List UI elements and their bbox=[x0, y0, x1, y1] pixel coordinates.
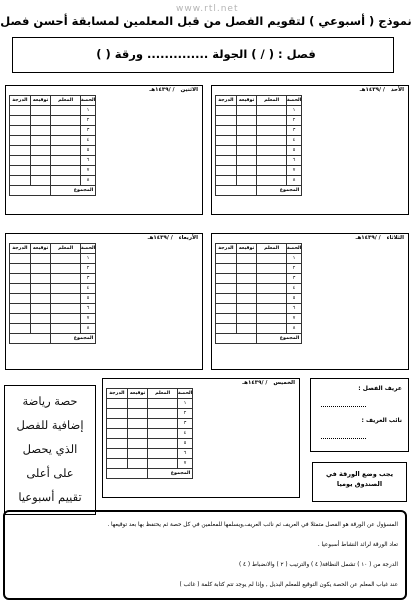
teacher-cell[interactable] bbox=[257, 254, 286, 264]
grade-cell[interactable] bbox=[10, 136, 31, 146]
period-number: ٣ bbox=[80, 274, 96, 284]
date-field: / /١٤٣٩هـ bbox=[147, 235, 173, 241]
period-number: ٤ bbox=[177, 429, 193, 439]
day-heading bbox=[212, 87, 404, 95]
signature-cell[interactable] bbox=[236, 254, 257, 264]
teacher-cell[interactable] bbox=[148, 399, 177, 409]
table-row bbox=[216, 314, 302, 324]
period-number: ٣ bbox=[177, 419, 193, 429]
grade-cell[interactable] bbox=[10, 116, 31, 126]
column-header-signature: توقيعه bbox=[236, 96, 257, 106]
date-field: / /١٤٣٩هـ bbox=[359, 87, 385, 93]
day-heading bbox=[6, 235, 198, 243]
teacher-cell[interactable] bbox=[51, 274, 80, 284]
period-number: ٣ bbox=[286, 274, 302, 284]
period-number: ٤ bbox=[286, 136, 302, 146]
evaluation-grid bbox=[9, 243, 96, 344]
column-header-grade: الدرجة bbox=[10, 244, 31, 254]
period-number: ٥ bbox=[80, 294, 96, 304]
grade-cell[interactable] bbox=[107, 399, 128, 409]
period-number: ٦ bbox=[177, 449, 193, 459]
grade-cell[interactable] bbox=[216, 156, 237, 166]
day-table-wednesday bbox=[5, 233, 203, 370]
period-number: ٧ bbox=[286, 166, 302, 176]
column-header-signature: توقيعه bbox=[127, 389, 148, 399]
teacher-cell[interactable] bbox=[257, 126, 286, 136]
teacher-cell[interactable] bbox=[148, 439, 177, 449]
grade-cell[interactable] bbox=[216, 324, 237, 334]
grade-cell[interactable] bbox=[10, 176, 31, 186]
class-leader-label: عريف الفصل : bbox=[358, 385, 402, 392]
table-row bbox=[10, 284, 96, 294]
table-row bbox=[216, 106, 302, 116]
table-row bbox=[10, 136, 96, 146]
teacher-cell[interactable] bbox=[148, 419, 177, 429]
day-heading bbox=[212, 235, 404, 243]
date-field: / /١٤٣٩هـ bbox=[242, 380, 268, 386]
table-row bbox=[216, 156, 302, 166]
table-row bbox=[10, 254, 96, 264]
signature-cell[interactable] bbox=[30, 274, 51, 284]
teacher-cell[interactable] bbox=[51, 126, 80, 136]
column-header-grade: الدرجة bbox=[107, 389, 128, 399]
grade-cell[interactable] bbox=[216, 176, 237, 186]
total-value[interactable] bbox=[10, 334, 51, 344]
signature-cell[interactable] bbox=[127, 399, 148, 409]
period-number: ٧ bbox=[80, 166, 96, 176]
table-row bbox=[10, 264, 96, 274]
period-number: ١ bbox=[80, 106, 96, 116]
teacher-cell[interactable] bbox=[257, 314, 286, 324]
period-number: ٢ bbox=[177, 409, 193, 419]
period-number: ٧ bbox=[80, 314, 96, 324]
table-row bbox=[216, 284, 302, 294]
grade-cell[interactable] bbox=[107, 449, 128, 459]
table-row bbox=[10, 116, 96, 126]
signature-cell[interactable] bbox=[30, 126, 51, 136]
signature-cell[interactable] bbox=[236, 106, 257, 116]
column-header-signature: توقيعه bbox=[30, 96, 51, 106]
period-number: ٥ bbox=[286, 146, 302, 156]
signature-cell[interactable] bbox=[127, 409, 148, 419]
signature-cell[interactable] bbox=[30, 314, 51, 324]
teacher-cell[interactable] bbox=[257, 294, 286, 304]
teacher-cell[interactable] bbox=[51, 176, 80, 186]
teacher-cell[interactable] bbox=[257, 324, 286, 334]
reward-line-2: إضافية للفصل bbox=[16, 418, 84, 432]
evaluation-grid bbox=[106, 388, 193, 479]
grade-cell[interactable] bbox=[10, 166, 31, 176]
period-number: ٦ bbox=[80, 304, 96, 314]
day-name: الاثنين bbox=[180, 87, 198, 93]
table-row bbox=[216, 116, 302, 126]
instruction-4: عند غياب المعلم عن الحصة يكون التوقيع للمعلم البديل , وإذا لم يوجد تتم كتابة كلمة ( غائب ) bbox=[179, 582, 398, 588]
total-row bbox=[216, 186, 302, 196]
teacher-cell[interactable] bbox=[257, 166, 286, 176]
teacher-cell[interactable] bbox=[148, 449, 177, 459]
period-number: ١ bbox=[177, 399, 193, 409]
grade-cell[interactable] bbox=[10, 304, 31, 314]
table-row bbox=[107, 439, 193, 449]
period-number: ١ bbox=[286, 254, 302, 264]
signature-cell[interactable] bbox=[236, 274, 257, 284]
table-row bbox=[216, 294, 302, 304]
signature-cell[interactable] bbox=[30, 294, 51, 304]
period-number: ٢ bbox=[80, 264, 96, 274]
reward-note bbox=[4, 385, 96, 515]
total-row bbox=[10, 334, 96, 344]
period-number: ٥ bbox=[177, 439, 193, 449]
grade-cell[interactable] bbox=[216, 304, 237, 314]
column-header-period: الحصة bbox=[286, 96, 302, 106]
teacher-cell[interactable] bbox=[257, 274, 286, 284]
table-row bbox=[10, 146, 96, 156]
signature-cell[interactable] bbox=[236, 116, 257, 126]
signature-cell[interactable] bbox=[236, 324, 257, 334]
teacher-cell[interactable] bbox=[257, 106, 286, 116]
total-label: المجموع bbox=[257, 186, 302, 196]
grade-cell[interactable] bbox=[216, 294, 237, 304]
total-value[interactable] bbox=[216, 186, 257, 196]
instructions-box bbox=[3, 510, 407, 600]
signature-cell[interactable] bbox=[236, 136, 257, 146]
teacher-cell[interactable] bbox=[51, 146, 80, 156]
teacher-cell[interactable] bbox=[51, 156, 80, 166]
table-row bbox=[107, 399, 193, 409]
grade-cell[interactable] bbox=[107, 409, 128, 419]
total-value[interactable] bbox=[216, 334, 257, 344]
period-number: ١ bbox=[80, 254, 96, 264]
date-field: / /١٤٣٩هـ bbox=[149, 87, 175, 93]
signature-cell[interactable] bbox=[30, 116, 51, 126]
day-name: الخميس bbox=[273, 380, 295, 386]
reward-line-5: تقييم أسبوعيا bbox=[18, 490, 82, 504]
signature-cell[interactable] bbox=[30, 166, 51, 176]
signature-cell[interactable] bbox=[127, 459, 148, 469]
table-row bbox=[107, 419, 193, 429]
total-label: المجموع bbox=[148, 469, 193, 479]
signature-cell[interactable] bbox=[236, 284, 257, 294]
class-leader-field[interactable] bbox=[321, 405, 366, 407]
grade-cell[interactable] bbox=[107, 419, 128, 429]
table-row bbox=[10, 156, 96, 166]
table-row bbox=[216, 146, 302, 156]
instruction-3: الدرجة من ( ١٠ ) تشمل النظافة( ٤ ) والترتيب ( ٢ ) والانضباط ( ٤ ) bbox=[238, 562, 398, 568]
period-number: ٢ bbox=[286, 264, 302, 274]
table-row bbox=[10, 106, 96, 116]
teacher-cell[interactable] bbox=[257, 116, 286, 126]
grade-cell[interactable] bbox=[216, 146, 237, 156]
grade-cell[interactable] bbox=[10, 156, 31, 166]
column-header-teacher: المعلم bbox=[148, 389, 177, 399]
column-header-period: الحصة bbox=[286, 244, 302, 254]
box-notice-line-1: يجب وضع الورقة في bbox=[325, 470, 394, 478]
signature-cell[interactable] bbox=[236, 126, 257, 136]
table-row bbox=[107, 429, 193, 439]
table-row bbox=[10, 324, 96, 334]
grade-cell[interactable] bbox=[10, 254, 31, 264]
teacher-cell[interactable] bbox=[51, 254, 80, 264]
period-number: ٢ bbox=[286, 116, 302, 126]
total-label: المجموع bbox=[51, 334, 96, 344]
grade-cell[interactable] bbox=[107, 429, 128, 439]
grade-cell[interactable] bbox=[107, 459, 128, 469]
reward-line-3: الذي يحصل bbox=[22, 442, 78, 456]
column-header-signature: توقيعه bbox=[30, 244, 51, 254]
grade-cell[interactable] bbox=[10, 284, 31, 294]
reward-line-4: على أعلى bbox=[26, 466, 74, 480]
grade-cell[interactable] bbox=[10, 314, 31, 324]
teacher-cell[interactable] bbox=[257, 176, 286, 186]
period-number: ٣ bbox=[286, 126, 302, 136]
signature-cell[interactable] bbox=[127, 449, 148, 459]
table-row bbox=[216, 176, 302, 186]
table-row bbox=[216, 126, 302, 136]
signature-cell[interactable] bbox=[127, 429, 148, 439]
teacher-cell[interactable] bbox=[51, 116, 80, 126]
signature-cell[interactable] bbox=[236, 314, 257, 324]
table-row bbox=[216, 254, 302, 264]
teacher-cell[interactable] bbox=[257, 264, 286, 274]
column-header-teacher: المعلم bbox=[257, 96, 286, 106]
signature-cell[interactable] bbox=[236, 294, 257, 304]
period-number: ٤ bbox=[80, 136, 96, 146]
teacher-cell[interactable] bbox=[51, 264, 80, 274]
day-table-sunday bbox=[211, 85, 409, 215]
signature-cell[interactable] bbox=[236, 146, 257, 156]
box-notice bbox=[312, 462, 407, 502]
period-number: ٨ bbox=[80, 176, 96, 186]
column-header-grade: الدرجة bbox=[216, 244, 237, 254]
table-row bbox=[216, 324, 302, 334]
table-row bbox=[10, 304, 96, 314]
column-header-period: الحصة bbox=[80, 244, 96, 254]
evaluation-grid bbox=[9, 95, 96, 196]
grade-cell[interactable] bbox=[216, 284, 237, 294]
signature-cell[interactable] bbox=[236, 264, 257, 274]
day-name: الثلاثاء bbox=[386, 235, 404, 241]
reward-line-1: حصة رياضة bbox=[22, 394, 78, 408]
grade-cell[interactable] bbox=[10, 264, 31, 274]
period-number: ٥ bbox=[286, 294, 302, 304]
total-label: المجموع bbox=[257, 334, 302, 344]
period-number: ٧ bbox=[286, 314, 302, 324]
period-number: ٨ bbox=[286, 324, 302, 334]
table-row bbox=[107, 449, 193, 459]
teacher-cell[interactable] bbox=[148, 459, 177, 469]
signature-cell[interactable] bbox=[236, 166, 257, 176]
grade-cell[interactable] bbox=[216, 314, 237, 324]
deputy-leader-field[interactable] bbox=[321, 437, 366, 439]
period-number: ٦ bbox=[286, 304, 302, 314]
day-table-tuesday bbox=[211, 233, 409, 370]
teacher-cell[interactable] bbox=[51, 324, 80, 334]
signature-cell[interactable] bbox=[30, 106, 51, 116]
signature-cell[interactable] bbox=[30, 156, 51, 166]
table-row bbox=[107, 409, 193, 419]
teacher-cell[interactable] bbox=[148, 409, 177, 419]
day-table-monday bbox=[5, 85, 203, 215]
period-number: ٢ bbox=[80, 116, 96, 126]
grade-cell[interactable] bbox=[216, 106, 237, 116]
teacher-cell[interactable] bbox=[51, 294, 80, 304]
table-row bbox=[216, 274, 302, 284]
period-number: ٤ bbox=[286, 284, 302, 294]
date-field: / /١٤٣٩هـ bbox=[355, 235, 381, 241]
signature-cell[interactable] bbox=[236, 304, 257, 314]
table-row bbox=[216, 264, 302, 274]
signature-cell[interactable] bbox=[30, 264, 51, 274]
table-row bbox=[216, 304, 302, 314]
box-notice-line-2: الصندوق يوميا bbox=[336, 480, 383, 488]
deputy-leader-label: نائب العريف : bbox=[361, 417, 402, 424]
class-leader-box bbox=[310, 378, 409, 452]
total-row bbox=[10, 186, 96, 196]
signature-cell[interactable] bbox=[30, 324, 51, 334]
grade-cell[interactable] bbox=[10, 324, 31, 334]
table-row bbox=[10, 166, 96, 176]
grade-cell[interactable] bbox=[216, 126, 237, 136]
teacher-cell[interactable] bbox=[51, 304, 80, 314]
column-header-grade: الدرجة bbox=[10, 96, 31, 106]
teacher-cell[interactable] bbox=[257, 136, 286, 146]
column-header-period: الحصة bbox=[80, 96, 96, 106]
signature-cell[interactable] bbox=[30, 146, 51, 156]
signature-cell[interactable] bbox=[127, 439, 148, 449]
period-number: ٨ bbox=[80, 324, 96, 334]
form-title: نموذج ( أسبوعي ) لتقويم الفصل من قبل المعلمين لمسابقة أحسن فصل bbox=[0, 14, 412, 28]
table-row bbox=[10, 126, 96, 136]
signature-cell[interactable] bbox=[236, 176, 257, 186]
teacher-cell[interactable] bbox=[51, 166, 80, 176]
signature-cell[interactable] bbox=[30, 304, 51, 314]
teacher-cell[interactable] bbox=[257, 156, 286, 166]
grade-cell[interactable] bbox=[10, 126, 31, 136]
table-row bbox=[10, 294, 96, 304]
total-row bbox=[216, 334, 302, 344]
evaluation-grid bbox=[215, 243, 302, 344]
grade-cell[interactable] bbox=[216, 274, 237, 284]
grade-cell[interactable] bbox=[216, 116, 237, 126]
grade-cell[interactable] bbox=[10, 146, 31, 156]
column-header-teacher: المعلم bbox=[51, 96, 80, 106]
instruction-1: المسؤول عن الورقة هو الفصل متمثلا في العريف ثم نائب العريف,ويسلمها للمعلمين في كل حصة ثم يحتفظ بها بعد توقيعها . bbox=[107, 522, 398, 528]
teacher-cell[interactable] bbox=[257, 284, 286, 294]
day-name: الأربعاء bbox=[178, 235, 198, 241]
day-heading bbox=[6, 87, 198, 95]
signature-cell[interactable] bbox=[30, 176, 51, 186]
total-label: المجموع bbox=[51, 186, 96, 196]
evaluation-grid bbox=[215, 95, 302, 196]
period-number: ١ bbox=[286, 106, 302, 116]
day-table-thursday bbox=[102, 378, 300, 498]
instruction-2: تعاد الورقة لرائد النشاط أسبوعيا . bbox=[317, 542, 398, 548]
column-header-period: الحصة bbox=[177, 389, 193, 399]
period-number: ٦ bbox=[80, 156, 96, 166]
day-name: الأحد bbox=[390, 87, 404, 93]
signature-cell[interactable] bbox=[30, 136, 51, 146]
signature-cell[interactable] bbox=[236, 156, 257, 166]
teacher-cell[interactable] bbox=[257, 304, 286, 314]
table-row bbox=[107, 459, 193, 469]
teacher-cell[interactable] bbox=[51, 106, 80, 116]
period-number: ٤ bbox=[80, 284, 96, 294]
table-row bbox=[10, 274, 96, 284]
class-round-line: فصل : ( / ) الجولة .............. ورقة ( ) bbox=[96, 47, 316, 61]
table-row bbox=[216, 136, 302, 146]
grade-cell[interactable] bbox=[216, 166, 237, 176]
watermark: www.rtl.net bbox=[176, 4, 239, 14]
table-row bbox=[10, 176, 96, 186]
table-row bbox=[216, 166, 302, 176]
grade-cell[interactable] bbox=[107, 439, 128, 449]
column-header-grade: الدرجة bbox=[216, 96, 237, 106]
column-header-teacher: المعلم bbox=[51, 244, 80, 254]
teacher-cell[interactable] bbox=[51, 314, 80, 324]
period-number: ٥ bbox=[80, 146, 96, 156]
period-number: ٧ bbox=[177, 459, 193, 469]
grade-cell[interactable] bbox=[10, 106, 31, 116]
grade-cell[interactable] bbox=[216, 264, 237, 274]
grade-cell[interactable] bbox=[216, 254, 237, 264]
total-row bbox=[107, 469, 193, 479]
signature-cell[interactable] bbox=[30, 254, 51, 264]
teacher-cell[interactable] bbox=[257, 146, 286, 156]
column-header-teacher: المعلم bbox=[257, 244, 286, 254]
total-value[interactable] bbox=[107, 469, 148, 479]
grade-cell[interactable] bbox=[10, 274, 31, 284]
total-value[interactable] bbox=[10, 186, 51, 196]
teacher-cell[interactable] bbox=[51, 284, 80, 294]
period-number: ٣ bbox=[80, 126, 96, 136]
signature-cell[interactable] bbox=[30, 284, 51, 294]
signature-cell[interactable] bbox=[127, 419, 148, 429]
grade-cell[interactable] bbox=[10, 294, 31, 304]
period-number: ٨ bbox=[286, 176, 302, 186]
teacher-cell[interactable] bbox=[148, 429, 177, 439]
teacher-cell[interactable] bbox=[51, 136, 80, 146]
column-header-signature: توقيعه bbox=[236, 244, 257, 254]
grade-cell[interactable] bbox=[216, 136, 237, 146]
period-number: ٦ bbox=[286, 156, 302, 166]
day-heading bbox=[103, 380, 295, 388]
table-row bbox=[10, 314, 96, 324]
